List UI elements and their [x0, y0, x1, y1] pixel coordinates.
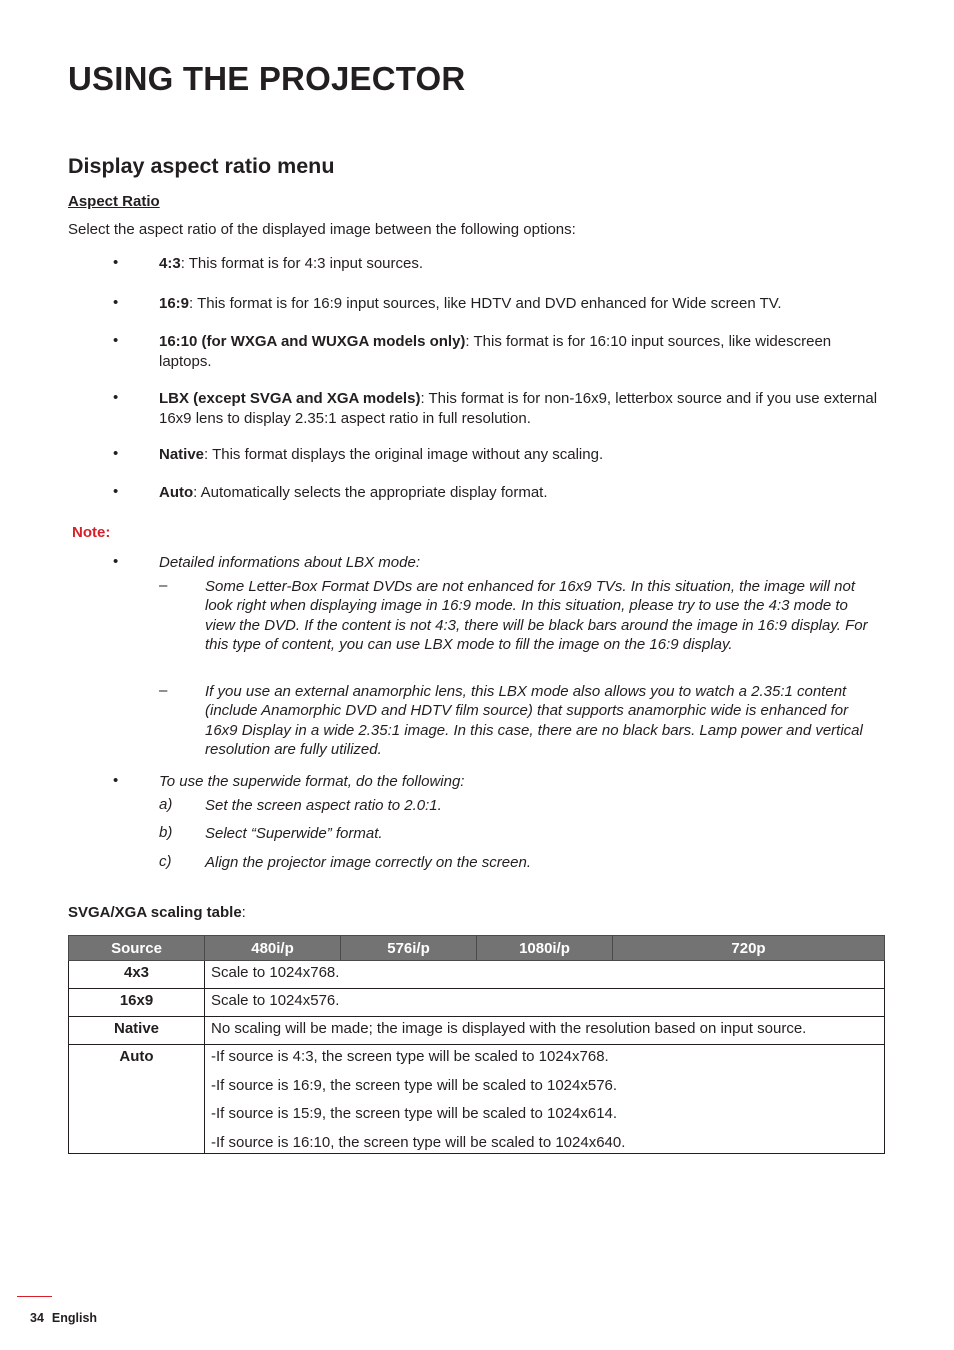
- bullet-icon: •: [113, 553, 119, 570]
- option-description: : Automatically selects the appropriate display format.: [193, 484, 548, 501]
- option-description: : This format is for 16:9 input sources, like HDTV and DVD enhanced for Wide screen TV.: [189, 295, 782, 312]
- table-caption-title: SVGA/XGA scaling table: [68, 904, 242, 921]
- table-row: [69, 989, 885, 1017]
- subheading-aspect-ratio: Aspect Ratio: [68, 193, 160, 210]
- footer-language: English: [51, 1311, 98, 1325]
- lbx-note-item: If you use an external anamorphic lens, this LBX mode also allows you to watch a 2.35:1 content (include Anamorphic DVD and HDTV film source) that supports anamorphic wide is enhanced for 16x9 Display in a wide 2.35:1 image. In this case, there are no black bars. Lamp power and vertical resolution are fully utilized.: [205, 683, 863, 758]
- row-source: Auto: [69, 1045, 205, 1154]
- step-text: Select “Superwide” format.: [205, 825, 383, 842]
- page-number: 34: [30, 1311, 44, 1325]
- step-marker: c): [159, 853, 172, 870]
- dash-marker: –: [159, 682, 168, 699]
- option-term: LBX (except SVGA and XGA models): [159, 390, 421, 407]
- option-text: [159, 332, 884, 371]
- option-term: 16:10 (for WXGA and WUXGA models only): [159, 333, 466, 350]
- bullet-icon: •: [113, 332, 119, 349]
- row-source: Native: [69, 1017, 205, 1045]
- lbx-heading: Detailed informations about LBX mode:: [159, 554, 420, 571]
- note-label: Note:: [72, 524, 111, 541]
- table-header-row: [69, 936, 885, 961]
- intro-text: Select the aspect ratio of the displayed image between the following options:: [68, 221, 576, 238]
- table-caption: [68, 904, 246, 921]
- option-text: [159, 445, 884, 465]
- option-term: Native: [159, 446, 205, 463]
- table-row: [69, 1045, 885, 1154]
- auto-scaling-line: -If source is 15:9, the screen type will be scaled to 1024x614.: [211, 1105, 618, 1122]
- column-header: 576i/p: [341, 936, 477, 961]
- row-source: 16x9: [69, 989, 205, 1017]
- step-text: Set the screen aspect ratio to 2.0:1.: [205, 797, 442, 814]
- option-description: : This format is for 16:10 input sources, like widescreen laptops.: [159, 333, 832, 370]
- step-marker: a): [159, 796, 173, 813]
- bullet-icon: •: [113, 772, 119, 789]
- column-header: 1080i/p: [477, 936, 613, 961]
- option-term: 16:9: [159, 295, 190, 312]
- step-marker: b): [159, 824, 173, 841]
- row-description: [205, 1045, 885, 1154]
- page-title: USING THE PROJECTOR: [68, 60, 466, 97]
- table-caption-colon: :: [241, 904, 246, 921]
- option-description: : This format displays the original image without any scaling.: [204, 446, 604, 463]
- row-description: No scaling will be made; the image is displayed with the resolution based on input source.: [205, 1017, 885, 1045]
- table-row: [69, 961, 885, 989]
- bullet-icon: •: [113, 294, 119, 311]
- auto-scaling-line: -If source is 4:3, the screen type will be scaled to 1024x768.: [211, 1048, 609, 1065]
- bullet-icon: •: [113, 445, 119, 462]
- footer-accent-line: [17, 1296, 52, 1297]
- option-description: : This format is for non-16x9, letterbox source and if you use external 16x9 lens to display 2.35:1 aspect ratio in full resolution.: [159, 390, 878, 427]
- bullet-icon: •: [113, 389, 119, 406]
- superwide-heading: To use the superwide format, do the following:: [159, 773, 465, 790]
- column-header: Source: [69, 936, 205, 961]
- scaling-table: [68, 935, 885, 1154]
- page-footer: [30, 1311, 105, 1325]
- bullet-icon: •: [113, 254, 119, 271]
- auto-scaling-line: -If source is 16:10, the screen type will be scaled to 1024x640.: [211, 1133, 626, 1151]
- row-description: Scale to 1024x576.: [205, 989, 885, 1017]
- row-source: 4x3: [69, 961, 205, 989]
- option-text: [159, 294, 884, 314]
- row-description: Scale to 1024x768.: [205, 961, 885, 989]
- column-header: 480i/p: [205, 936, 341, 961]
- auto-scaling-line: -If source is 16:9, the screen type will be scaled to 1024x576.: [211, 1076, 618, 1094]
- option-description: : This format is for 4:3 input sources.: [180, 255, 424, 272]
- table-row: [69, 1017, 885, 1045]
- dash-marker: –: [159, 577, 168, 594]
- lbx-note-item: Some Letter-Box Format DVDs are not enhanced for 16x9 TVs. In this situation, the image will not look right when displaying image in 16:9 mode. In this situation, please try to use the 4:3 mode to view the DVD. If the content is not 4:3, there will be black bars around the image in 16:9 display. For this type of content, you can use LBX mode to fill the image on the 16:9 display.: [205, 578, 868, 653]
- section-title: Display aspect ratio menu: [68, 154, 335, 178]
- option-text: [159, 254, 884, 274]
- column-header: 720p: [613, 936, 885, 961]
- option-term: Auto: [159, 484, 194, 501]
- step-text: Align the projector image correctly on the screen.: [205, 854, 531, 871]
- option-text: [159, 483, 884, 503]
- option-text: [159, 389, 884, 428]
- bullet-icon: •: [113, 483, 119, 500]
- option-term: 4:3: [159, 255, 181, 272]
